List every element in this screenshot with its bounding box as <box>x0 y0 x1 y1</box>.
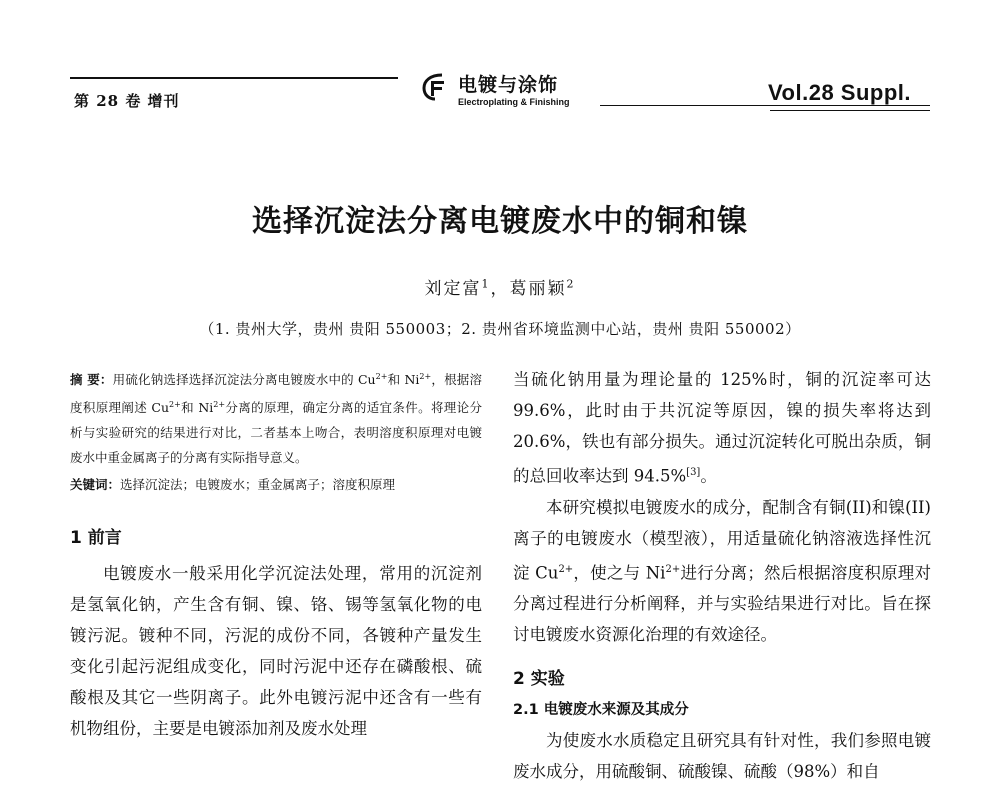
author-1: 刘定富 <box>424 279 482 299</box>
keywords <box>70 472 482 497</box>
section-1-heading: 1 前言 <box>70 528 122 549</box>
journal-name-en: Electroplating & Finishing <box>458 97 570 107</box>
journal-logo-icon <box>420 72 450 102</box>
paragraph-aim <box>513 492 931 651</box>
paragraph-results <box>513 364 931 492</box>
abstract-text: ，根据溶度积原理阐述 Cu <box>70 372 482 416</box>
subsection-2-1-body <box>513 725 931 787</box>
journal-name-cn: 电镀与涂饰 <box>458 74 559 96</box>
author-1-sup: 1 <box>481 277 491 291</box>
right-column-body <box>513 364 931 650</box>
article-title: 选择沉淀法分离电镀废水中的铜和镍 <box>252 204 748 239</box>
ion-charge-sup: 2+ <box>558 563 574 575</box>
paragraph-text: 进行分离；然后根据溶度积原理对分离过程进行分析阐释，并与实验结果进行对比。旨在探讨电镀废水资源化治理的有效途径。 <box>513 563 931 644</box>
paragraph-text: ，使之与 Ni <box>573 563 666 582</box>
right-column <box>513 364 931 787</box>
left-column <box>70 364 482 744</box>
abstract-label: 摘 要： <box>70 372 113 388</box>
abstract-text: 用硫化钠选择选择沉淀法分离电镀废水中的 Cu <box>112 372 376 388</box>
affiliation: （1. 贵州大学，贵州 贵阳 550003；2. 贵州省环境监测中心站，贵州 贵阳 550002） <box>199 320 801 338</box>
citation-ref: [3] <box>686 467 701 478</box>
vol-suppl-label: Vol.28 Suppl. <box>768 80 912 105</box>
header-rule-right-2 <box>770 110 930 111</box>
abstract-text: 分离的原理，确定分离的适宜条件。将理论分析与实验研究的结果进行对比，二者基本上吻合，表明溶度积原理对电镀废水中重金属离子的分离有实际指导意义。 <box>70 400 482 466</box>
paragraph-text: 本研究模拟电镀废水的成分，配制含有铜(II)和镍(II)离子的电镀废水（模型液），用适量硫化钠溶液选择性沉淀 Cu <box>513 497 931 582</box>
section-2-heading: 2 实验 <box>513 669 565 689</box>
abstract-text: 和 Ni <box>180 400 214 416</box>
abstract-sup: 2+ <box>169 400 181 410</box>
ion-charge-sup: 2+ <box>665 563 681 575</box>
keywords-label: 关键词： <box>70 477 121 493</box>
section-1-body <box>70 558 482 744</box>
author-line <box>0 274 1000 299</box>
volume-issue: 第 28 卷 增刊 <box>74 92 180 110</box>
header-rule-right <box>600 105 930 106</box>
section-1-paragraph: 电镀废水一般采用化学沉淀法处理，常用的沉淀剂是氢氧化钠，产生含有铜、镍、铬、锡等氢氧化物的电镀污泥。镀种不同，污泥的成份不同，各镀种产量发生变化引起污泥组成变化，同时污泥中还存在磷酸根、硫酸根及其它一些阴离子。此外电镀污泥中还含有一些有机物组份，主要是电镀添加剂及废水处理 <box>70 564 482 739</box>
abstract-sup: 2+ <box>419 372 432 381</box>
header-rule-top <box>70 77 398 79</box>
author-2: 葛丽颖 <box>509 279 567 299</box>
author-separator: ， <box>490 279 510 299</box>
abstract-sup: 2+ <box>375 372 388 381</box>
paragraph-materials: 为使废水水质稳定且研究具有针对性，我们参照电镀废水成分，用硫酸铜、硫酸镍、硫酸（98%）和自 <box>513 731 931 781</box>
abstract-sup: 2+ <box>213 400 226 410</box>
subsection-2-1-heading: 2.1 电镀废水来源及其成分 <box>513 702 689 718</box>
abstract-text: 和 Ni <box>387 372 420 388</box>
abstract <box>70 364 482 470</box>
author-2-sup: 2 <box>566 277 576 291</box>
paragraph-text: 。 <box>700 466 717 486</box>
keywords-text: 选择沉淀法；电镀废水；重金属离子；溶度积原理 <box>120 477 396 493</box>
paragraph-text: 当硫化钠用量为理论量的 125%时，铜的沉淀率可达 99.6%，此时由于共沉淀等原因，镍的损失率将达到 20.6%，铁也有部分损失。通过沉淀转化可脱出杂质，铜的总回收率达到 94.5% <box>513 370 931 486</box>
